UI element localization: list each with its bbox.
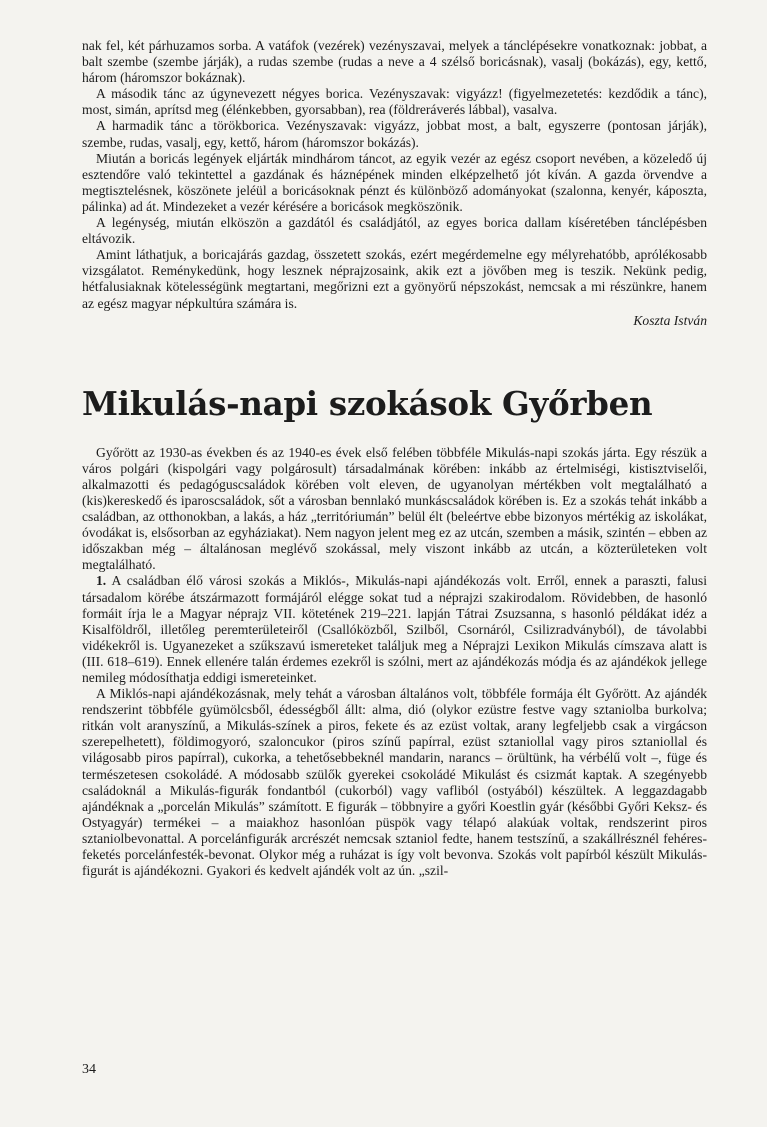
- previous-article-continuation: [82, 38, 707, 329]
- section-number: 1.: [96, 573, 107, 589]
- article-title: Mikulás-napi szokások Győrben: [82, 383, 653, 423]
- paragraph-text: A családban élő városi szokás a Miklós-, Mikulás-napi ajándékozás volt. Erről, ennek a paraszti, falusi társadalom körébe átszármazott formájáról elégge sokat tud a néprajzi szakirodalom. Rövidebben, de hasonló formáit írja le a Magyar néprajz VII. kötetének 219–221. lapján Tátrai Zsuzsanna, s hasonló példákat idéz a Kisalföldről, illetőleg peremterületeiről (Csallóközből, Szilből, Csornáról, Csilizradványból), de távolabbi vidékekről is. Ugyanezeket a szűkszavú ismereteket találjuk meg a Néprajzi Lexikon Mikulás címszava alatt is (III. 618–619). Ennek ellenére talán érdemes ezekről is szólni, mert az ajándékozás módja és az ajándékok jellege nemileg módosíthatja eddigi ismereteinket.: [82, 573, 708, 685]
- paragraph: A legénység, miután elköszön a gazdától és családjától, az egyes borica dallam kíséretében tánclépésben eltávozik.: [82, 215, 707, 247]
- paragraph: Győrött az 1930-as években és az 1940-es évek első felében többféle Mikulás-napi szokás járta. Egy részük a város polgári (kispolgári vagy polgárosult) társadalmának körében: inkább az értelmiségi, kistisztviselői, alkalmazotti és pedagóguscsaládok körében volt eleven, de ugyanolyan mértékben volt megtalálható a (kis)kereskedő és iparoscsaládok, sőt a városban bennlakó munkáscsaládok körében is. Ez a szokás tehát inkább a családban, az otthonokban, a lakás, a ház „territóriumán” belül élt (beleértve ebbe bizonyos mértékig az iskolákat, óvodákat is, elsősorban az egyháziakat). Nem nagyon jelent meg ez az utcán, szemben a másik, szintén – ebben az időszakban még – általánosan meglévő szokással, mely viszont inkább az utcán, a közterületeken volt megtalálható.: [82, 444, 707, 573]
- article-body: [82, 445, 707, 880]
- page-number: 34: [82, 1062, 96, 1077]
- paragraph: A második tánc az úgynevezett négyes borica. Vezényszavak: vigyázz! (figyelmezetetés: kezdődik a tánc), most, simán, aprítsd meg (élénkebben, gyorsabban), rea (földreráverés lábbal), vasalva.: [82, 86, 707, 118]
- paragraph: nak fel, két párhuzamos sorba. A vatáfok (vezérek) vezényszavai, melyek a tánclépésekre vonatkoznak: jobbat, a balt szembe (szembe járják), a rudas szembe (rudas a neve a 4 szélső boricásnak), vasalj (bokázás), egy, kettő, három (háromszor bokáznak).: [82, 38, 707, 86]
- paragraph: A Miklós-napi ajándékozásnak, mely tehát a városban általános volt, többféle formája élt Győrött. Az ajándék rendszerint többféle gyümölcsből, édességből állt: alma, dió (olykor ezüstre festve vagy sztaniolba burkolva; ritkán volt aranyszínű, a Mikulás-színek a piros, fekete és az ezüst voltak, arany legfeljebb csak a virgácson szerepelhetett), földimogyoró, szaloncukor (piros színű papírral, ezüst sztaniollal vagy piros sztaniollal és világosabb piros papírral), cukorka, a tehetősebbeknél mandarin, narancs – örültünk, ha vérbélű volt –, füge és természetesen csokoládé. A módosabb szülők gyerekei csokoládé Mikulást és csizmát kaptak. A szegényebb családoknál a Mikulás-figurák fondantból (cukorból) vagy vafliból (ostyából) készültek. A leggazdagabb ajándéknak a „porcelán Mikulás” számított. E figurák – többnyire a győri Koestlin gyár (későbbi Győri Keksz- és Ostyagyár) termékei – a maiakhoz hasonlóan püspök vagy télapó alakúak voltak, rendszerint piros sztaniolbevonattal. A porcelánfigurák arcrészét nemcsak sztaniol fedte, hanem testszínű, a szakállrésznél fehéres-feketés porcelánfesték-bevonat. Olykor még a ruházat is így volt bevonva. Szokás volt papírból készült Mikulás-figurát is ajándékozni. Gyakori és kedvelt ajándék volt az ún. „szil-: [82, 686, 707, 879]
- paragraph: A harmadik tánc a törökborica. Vezényszavak: vigyázz, jobbat most, a balt, egyszerre (pontosan járják), szembe, rudas, vasalj, egy, kettő, három (háromszor bokázás).: [82, 118, 707, 150]
- paragraph: [82, 573, 707, 686]
- author-signature: Koszta István: [633, 312, 707, 328]
- paragraph: Amint láthatjuk, a boricajárás gazdag, összetett szokás, ezért megérdemelne egy mélyrehatóbb, aprólékosabb vizsgálatot. Reménykedünk, hogy lesznek néprajzosaink, akik ezt a jövőben meg is teszik. Nekünk pedig, hétfalusiaknak kötelességünk megtartani, megőrizni ezt a gyönyörű népszokást, nemcsak a mi részünkre, hanem az egész magyar népkultúra számára is.: [82, 247, 707, 311]
- paragraph: Miután a boricás legények eljárták mindhárom táncot, az egyik vezér az egész csoport nevében, a közeledő új esztendőre való tekintettel a gazdának és háznépének minden elképzelhető jót kíván. A gazda örvendve a megtisztelésnek, köszönete jeléül a boricásoknak pénzt és különböző adományokat (szalonna, kenyér, káposzta, pálinka) ad át. Mindezeket a vezér kérésére a boricások megköszönik.: [82, 150, 707, 214]
